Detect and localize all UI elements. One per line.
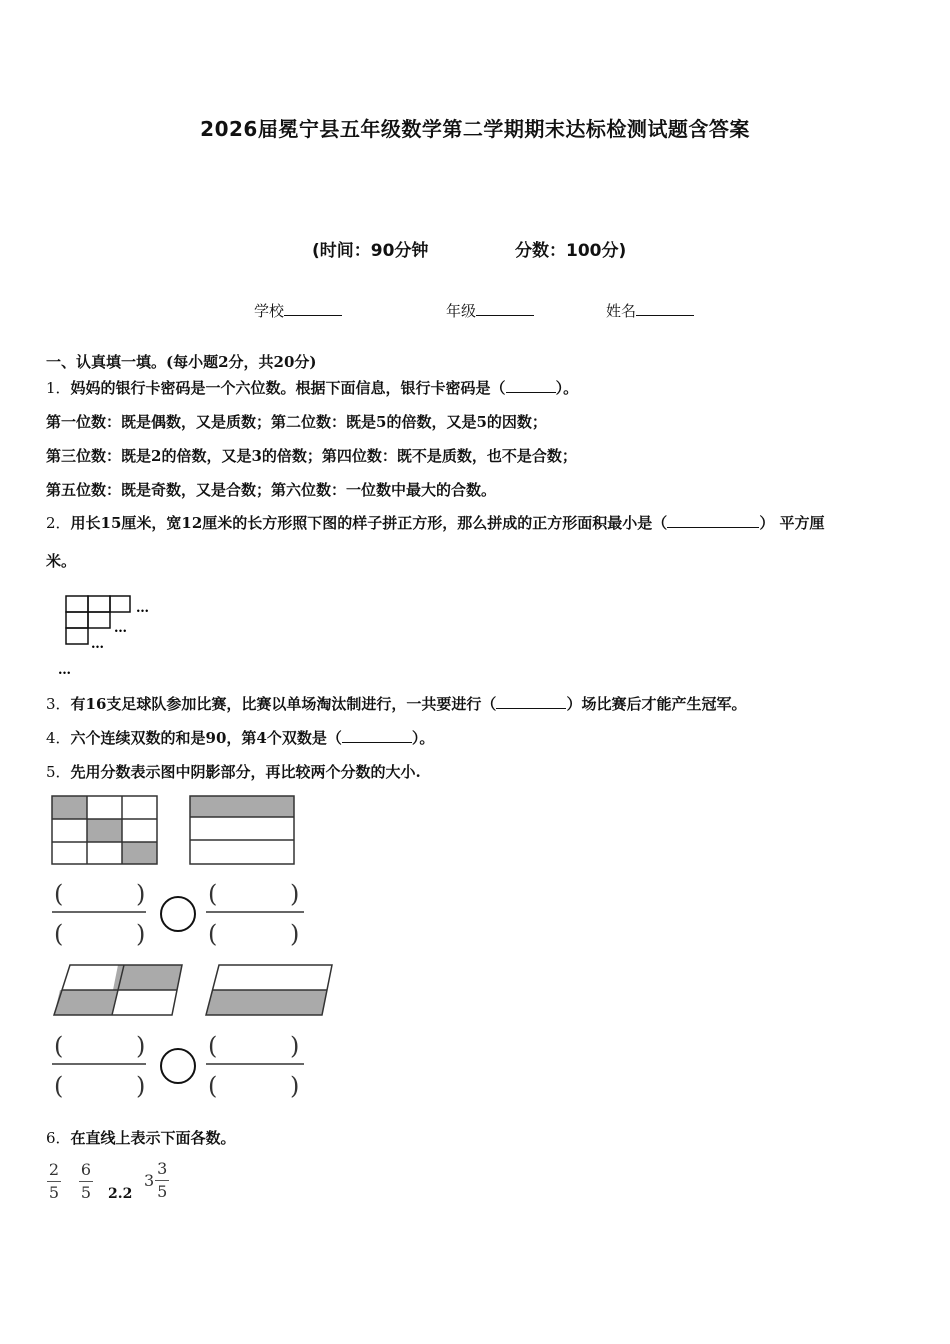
- paren-open: (: [208, 880, 218, 908]
- ellipsis-column: …: [58, 663, 71, 678]
- exam-score: 分数：100分): [515, 241, 627, 261]
- paren-open: (: [54, 880, 64, 908]
- denominator: 5: [157, 1182, 168, 1201]
- grid-3x3: [52, 796, 157, 864]
- paren-close: ): [136, 880, 146, 908]
- q3-text: 有16支足球队参加比赛，比赛以单场淘汰制进行，一共要进行（: [70, 695, 497, 713]
- page-title: 2026届冕宁县五年级数学第二学期期末达标检测试题含答案: [200, 117, 750, 141]
- shaded-cell: [122, 842, 157, 864]
- grade-blank[interactable]: [476, 315, 534, 316]
- denominator: 5: [80, 1183, 92, 1202]
- q3-number: 3．: [46, 695, 71, 713]
- fraction-shading-figure: [44, 790, 344, 1108]
- paren-close: ): [136, 1032, 146, 1060]
- q4-text: 六个连续双数的和是90，第4个双数是（: [70, 729, 342, 747]
- numerator: 2: [48, 1160, 60, 1179]
- q2-number: 2．: [46, 514, 71, 532]
- tile: [66, 628, 88, 644]
- paren-open: (: [208, 1032, 218, 1060]
- tile: [88, 596, 110, 612]
- school-label: 学校: [254, 302, 285, 320]
- numerator: 6: [80, 1160, 92, 1179]
- tile: [66, 612, 88, 628]
- parallelogram-halves: [206, 965, 332, 1015]
- q1-clue-2: 第三位数：既是2的倍数，又是3的倍数；第四位数：既不是质数，也不是合数；: [46, 447, 577, 465]
- ellipsis-row1: …: [136, 601, 149, 616]
- section-heading: 一、认真填一填。(每小题2分，共20分): [46, 353, 317, 371]
- question-4: [46, 727, 434, 748]
- question-6: [46, 1127, 236, 1148]
- question-1: [46, 377, 578, 398]
- compare-row-2: [52, 1032, 304, 1100]
- numerator: 3: [157, 1159, 168, 1178]
- question-5: [46, 761, 421, 782]
- q4-blank[interactable]: [342, 742, 412, 743]
- compare-circle[interactable]: [161, 1049, 195, 1083]
- compare-row-1: [52, 880, 304, 948]
- q1-clue-3: 第五位数：既是奇数，又是合数；第六位数：一位数中最大的合数。: [46, 481, 497, 499]
- q1-number: 1．: [46, 379, 71, 397]
- fraction-2-5: [47, 1160, 61, 1202]
- whole-part: 3: [144, 1171, 155, 1190]
- name-label: 姓名: [606, 302, 637, 320]
- rectangle-tiling-figure: [54, 588, 164, 680]
- ellipsis-row2: …: [114, 621, 127, 636]
- paren-open: (: [54, 1032, 64, 1060]
- name-field: [606, 300, 694, 321]
- denominator: 5: [48, 1183, 60, 1202]
- parallelogram-quarters: [54, 965, 182, 1015]
- school-field: [254, 300, 342, 321]
- paren-close: ): [290, 880, 300, 908]
- paren-open: (: [54, 920, 64, 948]
- paren-close: ): [290, 920, 300, 948]
- q3-end: ）场比赛后才能产生冠军。: [566, 695, 747, 713]
- fraction-6-5: [79, 1160, 93, 1202]
- q2-continuation: 米。: [46, 552, 77, 570]
- paren-open: (: [208, 1072, 218, 1100]
- shaded-strip: [190, 796, 294, 817]
- tile: [88, 612, 110, 628]
- tile: [110, 596, 130, 612]
- shaded-cell: [87, 819, 122, 842]
- q1-text: 妈妈的银行卡密码是一个六位数。根据下面信息，银行卡密码是（: [70, 379, 506, 397]
- decimal-2-2: 2.2: [108, 1186, 133, 1202]
- question-3: [46, 693, 746, 714]
- paren-close: ): [136, 1072, 146, 1100]
- q1-end: ）。: [555, 379, 579, 397]
- q2-blank[interactable]: [667, 527, 759, 528]
- q4-number: 4．: [46, 729, 71, 747]
- tile: [66, 596, 88, 612]
- exam-time: (时间：90分钟: [312, 241, 429, 261]
- compare-circle[interactable]: [161, 897, 195, 931]
- q4-end: ）。: [411, 729, 435, 747]
- paren-close: ): [136, 920, 146, 948]
- ellipsis-row3: …: [91, 637, 104, 652]
- paren-close: ): [290, 1072, 300, 1100]
- paren-open: (: [54, 1072, 64, 1100]
- shaded-part: [206, 990, 327, 1015]
- q6-number: 6．: [46, 1129, 71, 1147]
- q2-end: ） 平方厘: [759, 514, 825, 532]
- strip-rectangle: [190, 796, 294, 864]
- q6-text: 在直线上表示下面各数。: [70, 1129, 236, 1147]
- q3-blank[interactable]: [496, 708, 566, 709]
- q2-text: 用长15厘米，宽12厘米的长方形照下图的样子拼正方形，那么拼成的正方形面积最小是（: [70, 514, 668, 532]
- grade-field: [446, 300, 534, 321]
- school-blank[interactable]: [284, 315, 342, 316]
- grade-label: 年级: [446, 302, 477, 320]
- shaded-part: [54, 990, 118, 1015]
- paren-close: ): [290, 1032, 300, 1060]
- shaded-cell: [52, 796, 87, 819]
- mixed-number-3-3-5: [144, 1160, 169, 1201]
- q5-text: 先用分数表示图中阴影部分，再比较两个分数的大小.: [70, 763, 421, 781]
- name-blank[interactable]: [636, 315, 694, 316]
- q5-number: 5．: [46, 763, 71, 781]
- question-2: [46, 512, 825, 533]
- paren-open: (: [208, 920, 218, 948]
- q1-clue-1: 第一位数：既是偶数，又是质数；第二位数：既是5的倍数，又是5的因数；: [46, 413, 547, 431]
- q1-blank[interactable]: [506, 392, 556, 393]
